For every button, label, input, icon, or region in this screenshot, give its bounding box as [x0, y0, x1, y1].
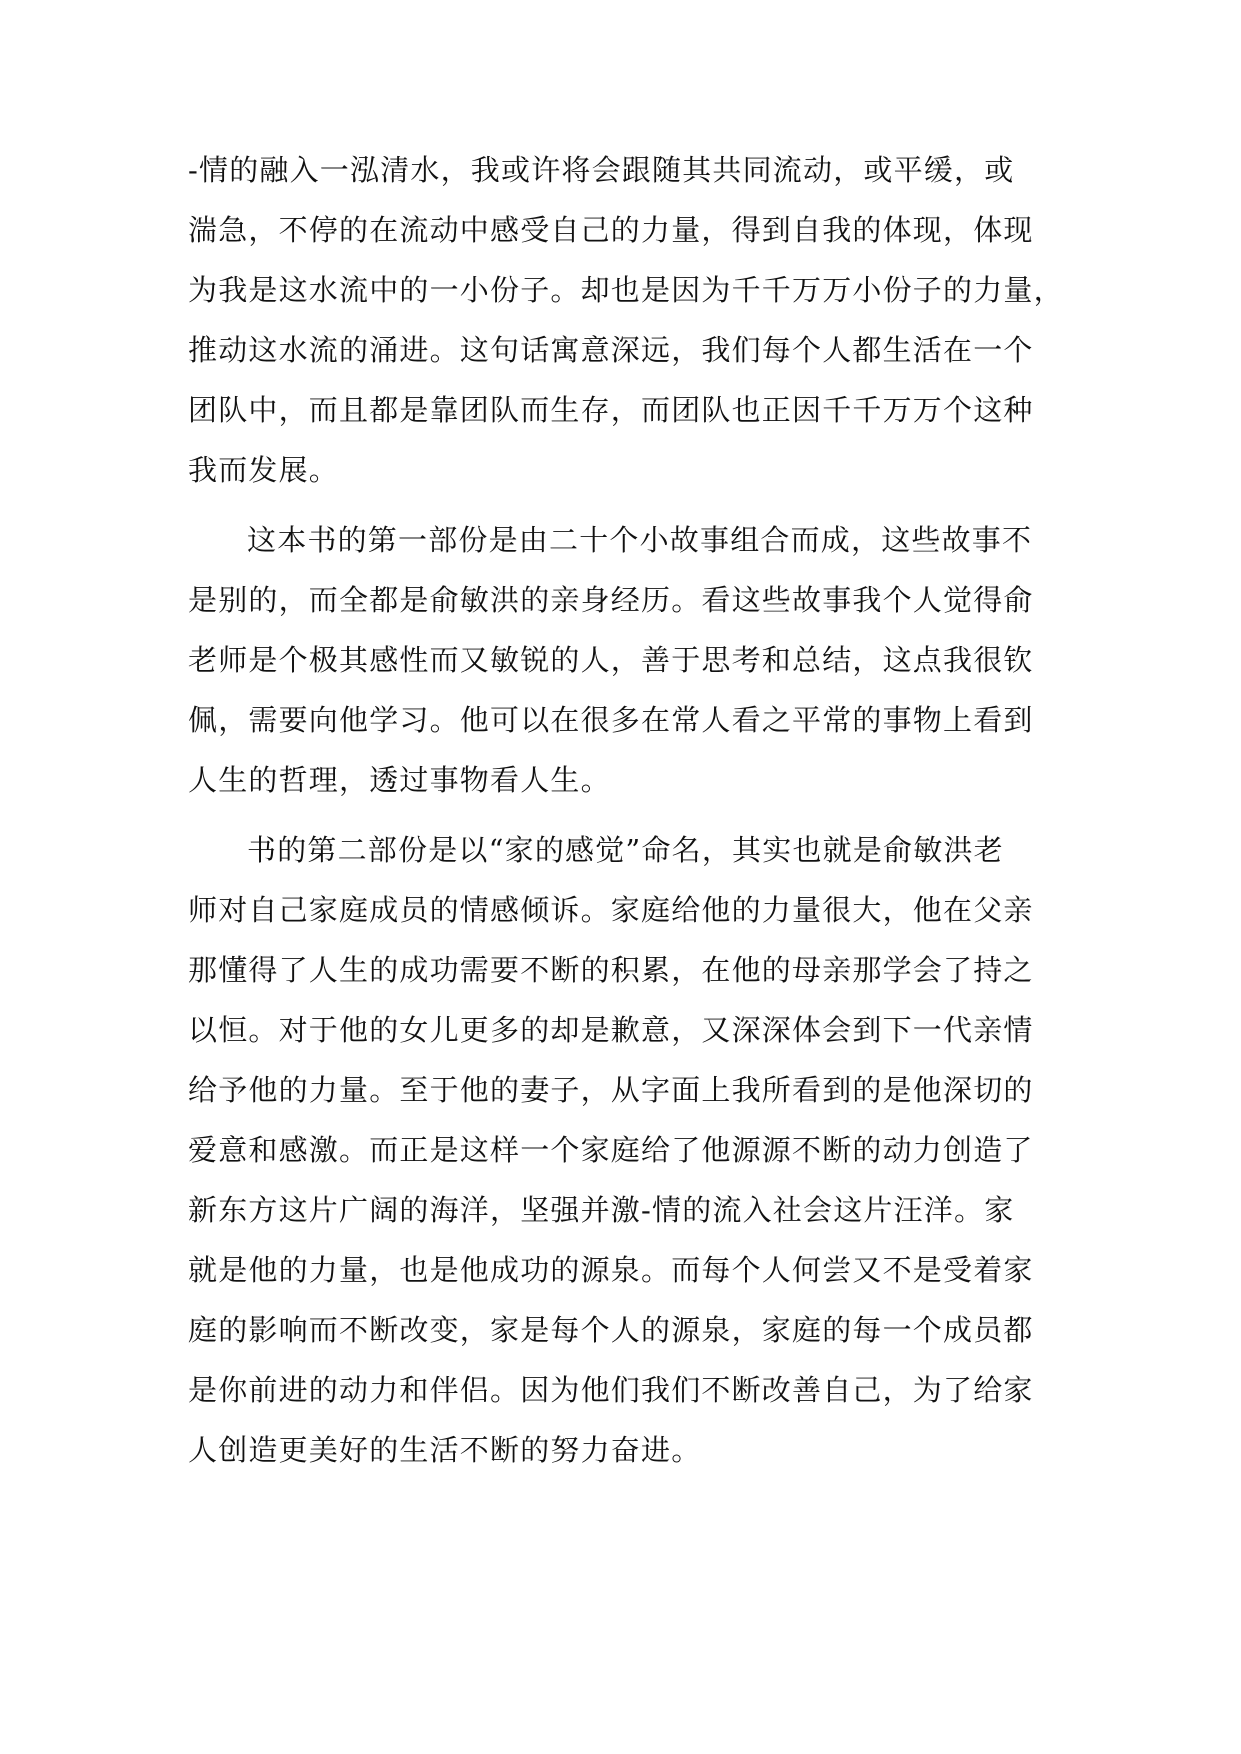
- text-line: 是别的，而全都是俞敏洪的亲身经历。看这些故事我个人觉得俞: [188, 583, 1034, 617]
- text-line: -情的融入一泓清水，我或许将会跟随其共同流动，或平缓，或: [188, 153, 1015, 187]
- text-line: 新东方这片广阔的海洋，坚强并激-情的流入社会这片汪洋。家: [188, 1193, 1015, 1227]
- text-line: 爱意和感激。而正是这样一个家庭给了他源源不断的动力创造了: [188, 1133, 1034, 1167]
- text-line: 人生的哲理，透过事物看人生。: [188, 763, 611, 797]
- text-line: 推动这水流的涌进。这句话寓意深远，我们每个人都生活在一个: [188, 333, 1034, 367]
- text-line: 为我是这水流中的一小份子。却也是因为千千万万小份子的力量，: [188, 273, 1064, 307]
- text-line: 庭的影响而不断改变，家是每个人的源泉，家庭的每一个成员都: [188, 1313, 1034, 1347]
- text-line: 我而发展。: [188, 453, 340, 487]
- text-line: 那懂得了人生的成功需要不断的积累，在他的母亲那学会了持之: [188, 953, 1034, 987]
- text-line: 以恒。对于他的女儿更多的却是歉意，又深深体会到下一代亲情: [188, 1013, 1034, 1047]
- text-line: 团队中，而且都是靠团队而生存，而团队也正因千千万万个这种: [188, 393, 1034, 427]
- text-line: 是你前进的动力和伴侣。因为他们我们不断改善自己，为了给家: [188, 1373, 1034, 1407]
- text-line: 就是他的力量，也是他成功的源泉。而每个人何尝又不是受着家: [188, 1253, 1034, 1287]
- paragraph-start-line: 这本书的第一部份是由二十个小故事组合而成，这些故事不: [247, 523, 1033, 557]
- text-line: 师对自己家庭成员的情感倾诉。家庭给他的力量很大，他在父亲: [188, 893, 1034, 927]
- text-line: 湍急，不停的在流动中感受自己的力量，得到自我的体现，体现: [188, 213, 1034, 247]
- text-line: 佩，需要向他学习。他可以在很多在常人看之平常的事物上看到: [188, 703, 1034, 737]
- text-line: 老师是个极其感性而又敏锐的人，善于思考和总结，这点我很钦: [188, 643, 1034, 677]
- paragraph-start-line: 书的第二部份是以“家的感觉”命名，其实也就是俞敏洪老: [247, 833, 1004, 867]
- text-line: 人创造更美好的生活不断的努力奋进。: [188, 1433, 702, 1467]
- text-line: 给予他的力量。至于他的妻子，从字面上我所看到的是他深切的: [188, 1073, 1034, 1107]
